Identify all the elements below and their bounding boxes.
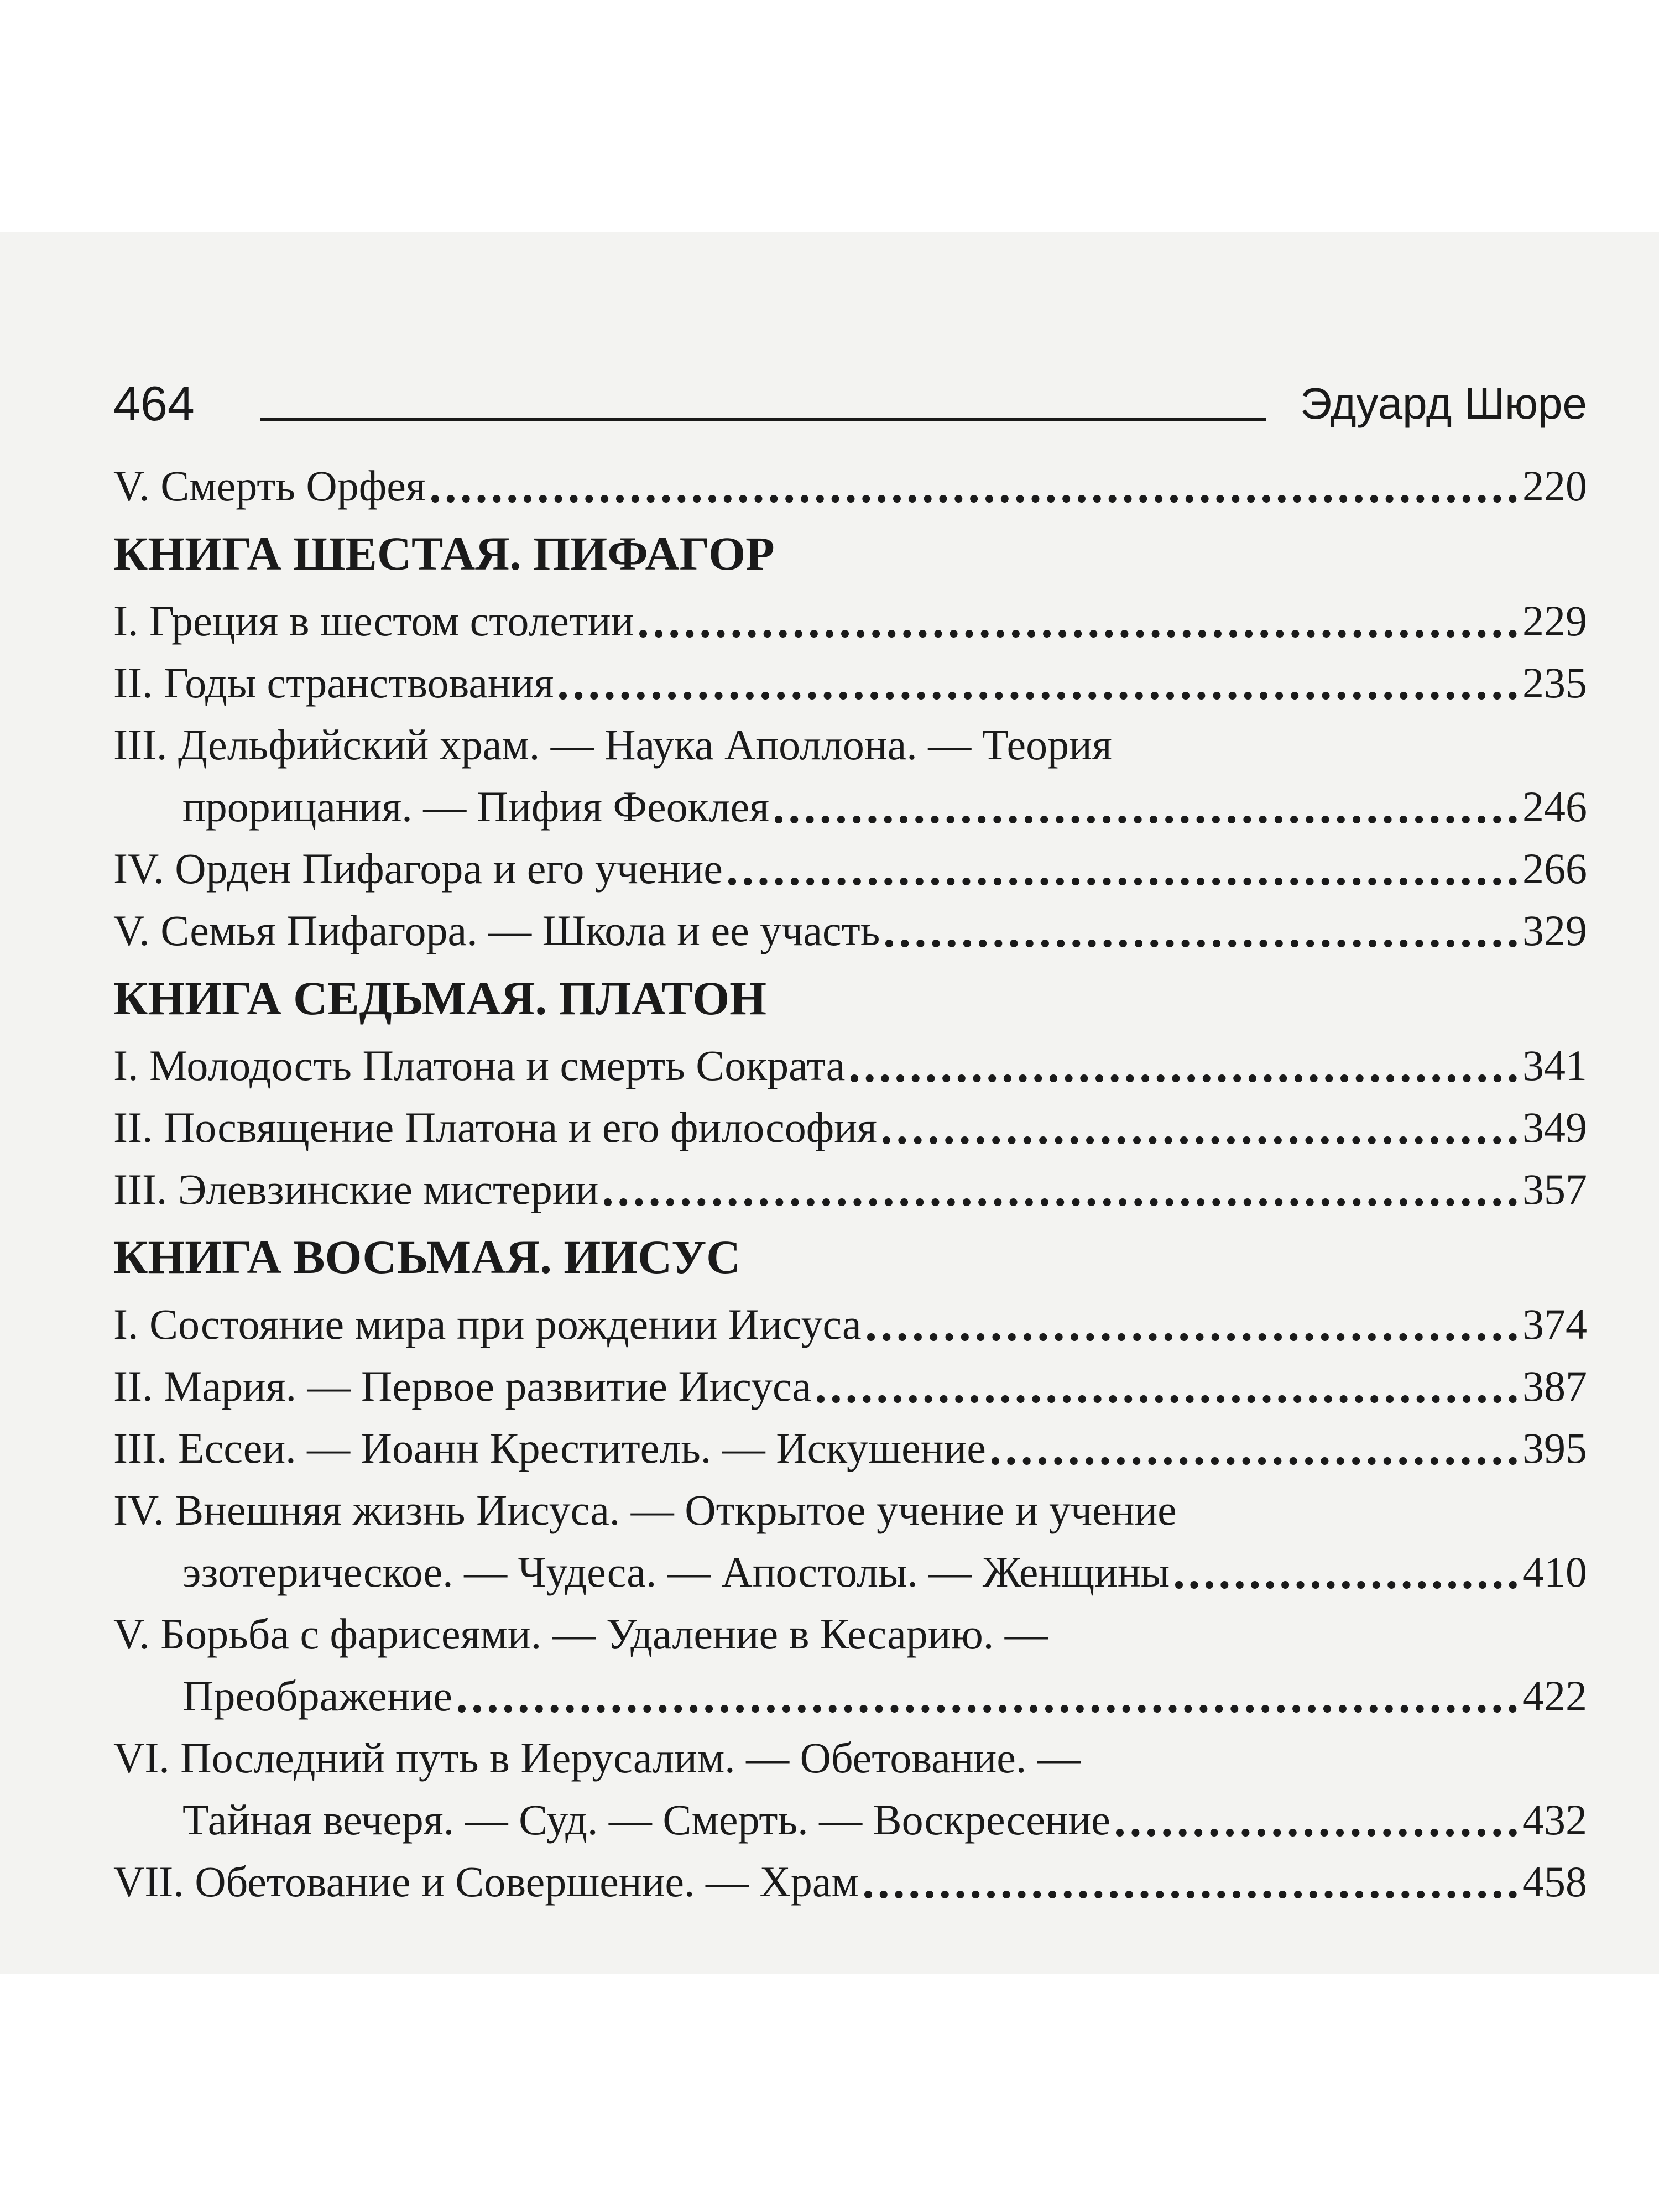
- dot-leader: [864, 1891, 1517, 1898]
- dot-leader: [885, 940, 1517, 947]
- toc-entry: эзотерическое. — Чудеса. — Апостолы. — Женщины 410: [113, 1541, 1587, 1603]
- dot-leader: [431, 495, 1517, 503]
- toc-page-number: 432: [1522, 1796, 1587, 1844]
- toc-page-number: 220: [1522, 462, 1587, 510]
- toc-page-number: 395: [1522, 1424, 1587, 1472]
- page-header: [113, 376, 1587, 437]
- toc-entry: I. Молодость Платона и смерть Сократа 341: [113, 1035, 1587, 1097]
- toc-page-number: 458: [1522, 1858, 1587, 1906]
- toc-entry: I. Состояние мира при рождении Иисуса 374: [113, 1293, 1587, 1355]
- toc-entry-line: IV. Внешняя жизнь Иисуса. — Открытое учение и учение: [113, 1486, 1177, 1534]
- toc-entry: II. Посвящение Платона и его философия 349: [113, 1097, 1587, 1159]
- toc-page-number: 246: [1522, 782, 1587, 831]
- dot-leader: [639, 630, 1517, 638]
- toc-entry: VII. Обетование и Совершение. — Храм 458: [113, 1851, 1587, 1913]
- dot-leader: [883, 1136, 1517, 1144]
- dot-leader: [867, 1333, 1517, 1341]
- toc-entry: прорицания. — Пифия Феоклея 246: [113, 776, 1587, 838]
- dot-leader: [728, 878, 1517, 885]
- book-heading: КНИГА ВОСЬМАЯ. ИИСУС: [113, 1230, 741, 1284]
- dot-leader: [559, 692, 1517, 700]
- toc-page-number: 229: [1522, 597, 1587, 645]
- toc-page-number: 410: [1522, 1548, 1587, 1596]
- toc-entry: V. Смерть Орфея 220: [113, 455, 1587, 517]
- toc-page-number: 357: [1522, 1165, 1587, 1213]
- toc-page-number: 341: [1522, 1041, 1587, 1089]
- toc-entry: I. Греция в шестом столетии 229: [113, 590, 1587, 652]
- dot-leader: [458, 1705, 1517, 1713]
- dot-leader: [1116, 1829, 1517, 1837]
- running-title: Эдуард Шюре: [1300, 379, 1587, 428]
- toc-page-number: 329: [1522, 906, 1587, 954]
- book-heading: КНИГА СЕДЬМАЯ. ПЛАТОН: [113, 972, 767, 1025]
- toc-page-number: 266: [1522, 844, 1587, 893]
- toc-page-number: 235: [1522, 659, 1587, 707]
- toc-entry-line: VI. Последний путь в Иерусалим. — Обетование. —: [113, 1734, 1081, 1782]
- toc-entry-line: III. Дельфийский храм. — Наука Аполлона. — Теория: [113, 721, 1112, 769]
- page-number: 464: [113, 376, 195, 431]
- toc-page-number: 349: [1522, 1103, 1587, 1151]
- dot-leader: [604, 1198, 1517, 1206]
- toc-entry: IV. Орден Пифагора и его учение 266: [113, 838, 1587, 900]
- toc-entry: II. Мария. — Первое развитие Иисуса 387: [113, 1355, 1587, 1417]
- book-heading: КНИГА ШЕСТАЯ. ПИФАГОР: [113, 527, 775, 580]
- header-rule: [260, 418, 1266, 421]
- toc-entry: III. Ессеи. — Иоанн Креститель. — Искушение 395: [113, 1417, 1587, 1479]
- dot-leader: [775, 816, 1517, 823]
- toc-entry: V. Семья Пифагора. — Школа и ее участь 329: [113, 900, 1587, 962]
- dot-leader: [851, 1074, 1517, 1082]
- toc-page-number: 374: [1522, 1300, 1587, 1348]
- toc-entry: II. Годы странствования 235: [113, 652, 1587, 714]
- toc-page-number: 422: [1522, 1672, 1587, 1720]
- table-of-contents: [113, 455, 1587, 1913]
- dot-leader: [817, 1395, 1517, 1403]
- toc-entry: III. Элевзинские мистерии 357: [113, 1159, 1587, 1220]
- toc-entry-line: V. Борьба с фарисеями. — Удаление в Кесарию. —: [113, 1610, 1048, 1658]
- toc-page-number: 387: [1522, 1362, 1587, 1410]
- dot-leader: [1175, 1581, 1517, 1589]
- toc-entry: Преображение 422: [113, 1665, 1587, 1727]
- book-page: [0, 232, 1659, 1974]
- toc-entry: Тайная вечеря. — Суд. — Смерть. — Воскресение 432: [113, 1789, 1587, 1851]
- dot-leader: [992, 1457, 1517, 1465]
